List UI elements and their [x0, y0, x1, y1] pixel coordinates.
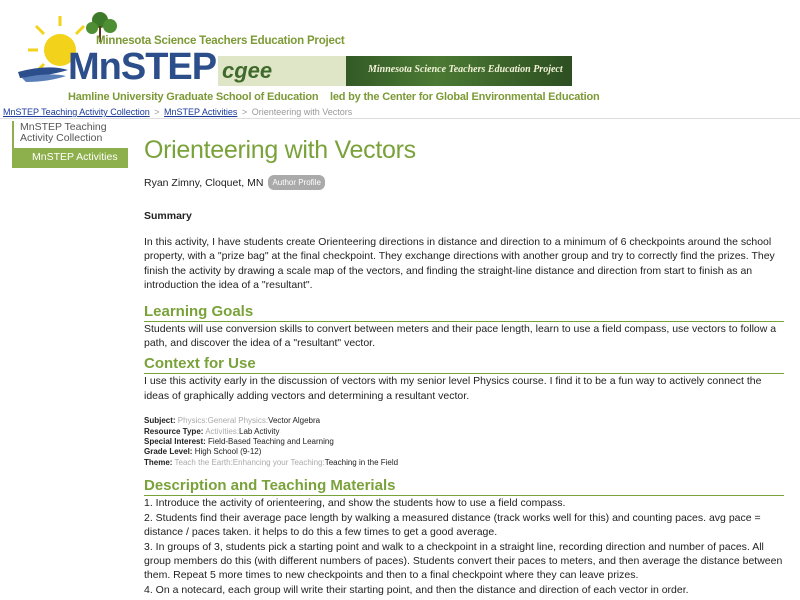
page-title: Orienteering with Vectors: [144, 136, 416, 164]
author-profile-button[interactable]: Author Profile: [268, 175, 324, 190]
list-item: 3. In groups of 3, students pick a starting point and walk to a checkpoint in a straight line, recording direction and number of paces. All group members do this (with different numbers of paces). Students convert their paces to meters, and then average the distance between them. Repeat 5 more times to new checkpoints and then to a final checkpoint where they can leave prizes.: [144, 540, 783, 582]
sidebar-nav: [12, 121, 128, 168]
breadcrumb-link-activities[interactable]: MnSTEP Activities: [164, 107, 238, 117]
breadcrumb: [3, 107, 352, 117]
project-label-top: Minnesota Science Teachers Education Project: [96, 35, 345, 47]
context-text: I use this activity early in the discussion of vectors with my senior level Physics course. I find it to be a fun way to actively connect the ideas of graphically adding vectors and determining a resultant vector.: [144, 375, 762, 402]
mnstep-logo[interactable]: MnSTEP: [68, 46, 217, 88]
meta-value[interactable]: Teaching in the Field: [324, 457, 399, 467]
summary-text: In this activity, I have students create Orienteering directions in distance and direction to a minimum of 6 checkpoints around the school property, with a "prize bag" at the final checkpoint. They exchange directions with another group and try to correctly find the prizes. They finish the activity by drawing a scale map of the vectors, and finding the straight-line distance and direction from start to finish as an introduction the idea of a "resultant".: [144, 236, 775, 292]
divider: [0, 118, 800, 119]
learning-goals-heading: Learning Goals: [144, 303, 784, 322]
cgee-tagline: led by the Center for Global Environmental Education: [330, 91, 600, 103]
metadata-block: [144, 416, 784, 468]
meta-link[interactable]: Teach the Earth:Enhancing your Teaching:: [174, 457, 325, 467]
meta-value[interactable]: Field-Based Teaching and Learning: [208, 437, 334, 447]
meta-link[interactable]: Physics:General Physics:: [177, 416, 269, 426]
list-item: 1. Introduce the activity of orienteering, and show the students how to use a field compass.: [144, 497, 566, 510]
summary-heading: Summary: [144, 210, 192, 222]
breadcrumb-current: Orienteering with Vectors: [251, 107, 353, 117]
list-item: 4. On a notecard, each group will write their starting point, and then the distance and direction of each vector in order.: [144, 583, 689, 596]
meta-key: Special Interest:: [144, 437, 206, 447]
meta-grade-level: [144, 447, 784, 457]
site-banner: [0, 0, 800, 106]
meta-resource-type: [144, 427, 784, 437]
meta-theme: [144, 458, 784, 468]
list-item: 2. Students find their average pace length by walking a measured distance (track works well for this) and counting paces. avg pace = distance / paces taken. it helps to do this a few times to get a good average.: [144, 511, 761, 539]
cgee-project-label: Minnesota Science Teachers Education Project: [368, 64, 563, 75]
meta-key: Grade Level:: [144, 447, 193, 457]
context-heading: Context for Use: [144, 355, 784, 374]
cgee-banner[interactable]: [218, 56, 572, 86]
breadcrumb-separator: >: [154, 107, 160, 117]
meta-subject: [144, 416, 784, 426]
breadcrumb-separator: >: [241, 107, 248, 117]
meta-value[interactable]: Vector Algebra: [268, 416, 321, 426]
sidebar-item-collection[interactable]: MnSTEP Teaching Activity Collection: [20, 121, 107, 144]
author-row: [144, 175, 784, 190]
meta-special-interest: [144, 437, 784, 447]
meta-link[interactable]: Activities:: [205, 426, 240, 436]
meta-value[interactable]: High School (9-12): [194, 447, 262, 457]
meta-key: Resource Type:: [144, 426, 204, 436]
meta-value[interactable]: Lab Activity: [239, 426, 280, 436]
author-name: Ryan Zimny, Cloquet, MN: [144, 176, 264, 189]
meta-key: Subject:: [144, 416, 176, 426]
learning-goals-text: Students will use conversion skills to convert between meters and their pace length, learn to use a field compass, use vectors to follow a path, and discover the idea of a "resultant" vector.: [144, 322, 777, 350]
breadcrumb-link-collection[interactable]: MnSTEP Teaching Activity Collection: [3, 107, 150, 117]
sidebar: [12, 121, 128, 168]
sidebar-item-activities[interactable]: MnSTEP Activities: [14, 148, 128, 166]
meta-key: Theme:: [144, 457, 173, 467]
main-content: [144, 130, 784, 597]
cgee-logo-panel: [218, 56, 346, 86]
description-list: [144, 496, 784, 597]
hamline-label: Hamline University Graduate School of Education: [68, 91, 319, 103]
cgee-logo: cgee: [222, 58, 273, 83]
description-heading: Description and Teaching Materials: [144, 477, 784, 496]
